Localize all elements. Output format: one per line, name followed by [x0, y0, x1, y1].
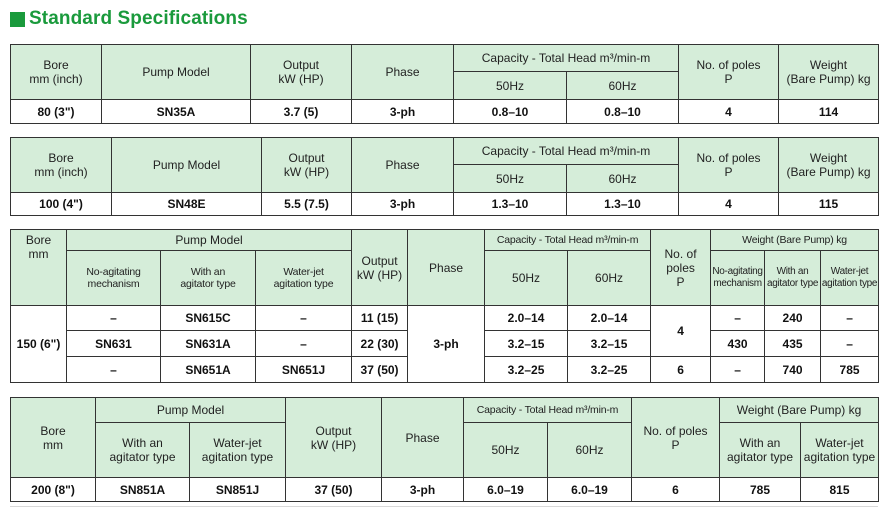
header-pump-model: Pump Model [112, 138, 262, 193]
header-60hz: 60Hz [567, 72, 679, 100]
spec-table-200 [10, 397, 879, 502]
header-poles: No. of poles P [651, 230, 711, 306]
cell-50hz: 3.2–25 [485, 357, 568, 383]
header-capacity: Capacity - Total Head m³/min-m [464, 398, 632, 423]
header-output: Output kW (HP) [251, 45, 352, 100]
cell-bore: 100 (4") [11, 193, 112, 216]
header-pump-model: Pump Model [102, 45, 251, 100]
header-poles: No. of poles P [679, 138, 779, 193]
table-row [11, 306, 879, 331]
header-with-agitator: With an agitator type [96, 423, 190, 478]
cell-60hz: 6.0–19 [548, 478, 632, 502]
header-pump-model: Pump Model [67, 230, 352, 251]
header-bore: Bore mm [11, 230, 67, 306]
table-row [11, 478, 879, 502]
header-weight-no-agitating: No-agitating mechanism [711, 251, 765, 306]
cell-model-water-jet: SN651J [256, 357, 352, 383]
cell-poles: 4 [679, 100, 779, 124]
cell-weight-no-agitating: – [711, 306, 765, 331]
header-weight: Weight (Bare Pump) kg [779, 138, 879, 193]
cell-model-with-agitator: SN631A [161, 331, 256, 357]
cell-weight-water-jet: – [821, 306, 879, 331]
divider [10, 506, 878, 507]
cell-weight-no-agitating: 430 [711, 331, 765, 357]
header-phase: Phase [382, 398, 464, 478]
spec-table-80 [10, 44, 879, 124]
cell-model-with-agitator: SN651A [161, 357, 256, 383]
header-weight-water-jet: Water-jet agitation type [801, 423, 879, 478]
header-phase: Phase [352, 45, 454, 100]
spec-table-150 [10, 229, 879, 383]
header-capacity: Capacity - Total Head m³/min-m [454, 138, 679, 165]
header-weight-with-agitator: With an agitator type [765, 251, 821, 306]
cell-output: 5.5 (7.5) [262, 193, 352, 216]
header-capacity: Capacity - Total Head m³/min-m [485, 230, 651, 251]
header-water-jet: Water-jet agitation type [190, 423, 286, 478]
cell-model: SN35A [102, 100, 251, 124]
cell-bore: 150 (6") [11, 306, 67, 383]
cell-poles: 4 [679, 193, 779, 216]
cell-50hz: 1.3–10 [454, 193, 567, 216]
header-with-agitator: With an agitator type [161, 251, 256, 306]
cell-bore: 200 (8") [11, 478, 96, 502]
cell-weight-with-agitator: 435 [765, 331, 821, 357]
cell-50hz: 3.2–15 [485, 331, 568, 357]
header-output: Output kW (HP) [262, 138, 352, 193]
header-weight: Weight (Bare Pump) kg [720, 398, 879, 423]
header-capacity: Capacity - Total Head m³/min-m [454, 45, 679, 72]
header-phase: Phase [352, 138, 454, 193]
cell-poles: 6 [632, 478, 720, 502]
table-row [11, 100, 879, 124]
header-50hz: 50Hz [485, 251, 568, 306]
cell-model-water-jet: – [256, 331, 352, 357]
cell-phase: 3-ph [408, 306, 485, 383]
header-50hz: 50Hz [464, 423, 548, 478]
header-water-jet: Water-jet agitation type [256, 251, 352, 306]
cell-weight: 115 [779, 193, 879, 216]
heading-title: Standard Specifications [29, 8, 248, 29]
header-bore: Bore mm (inch) [11, 138, 112, 193]
header-output: Output kW (HP) [352, 230, 408, 306]
header-phase: Phase [408, 230, 485, 306]
header-50hz: 50Hz [454, 72, 567, 100]
spec-table-100 [10, 137, 879, 216]
table-row [11, 193, 879, 216]
cell-50hz: 6.0–19 [464, 478, 548, 502]
cell-model-no-agitating: SN631 [67, 331, 161, 357]
cell-weight-no-agitating: – [711, 357, 765, 383]
cell-poles: 6 [651, 357, 711, 383]
cell-60hz: 0.8–10 [567, 100, 679, 124]
header-pump-model: Pump Model [96, 398, 286, 423]
cell-phase: 3-ph [352, 100, 454, 124]
header-60hz: 60Hz [548, 423, 632, 478]
header-output: Output kW (HP) [286, 398, 382, 478]
header-weight-water-jet: Water-jet agitation type [821, 251, 879, 306]
header-bore: Bore mm [11, 398, 96, 478]
cell-poles: 4 [651, 306, 711, 357]
cell-phase: 3-ph [382, 478, 464, 502]
cell-weight-with-agitator: 240 [765, 306, 821, 331]
cell-weight-with-agitator: 740 [765, 357, 821, 383]
cell-weight-water-jet: 785 [821, 357, 879, 383]
cell-50hz: 0.8–10 [454, 100, 567, 124]
cell-bore: 80 (3") [11, 100, 102, 124]
header-60hz: 60Hz [568, 251, 651, 306]
cell-phase: 3-ph [352, 193, 454, 216]
cell-model: SN48E [112, 193, 262, 216]
cell-output: 3.7 (5) [251, 100, 352, 124]
cell-model-with-agitator: SN851A [96, 478, 190, 502]
cell-model-water-jet: SN851J [190, 478, 286, 502]
header-50hz: 50Hz [454, 165, 567, 193]
cell-60hz: 2.0–14 [568, 306, 651, 331]
cell-output: 11 (15) [352, 306, 408, 331]
header-60hz: 60Hz [567, 165, 679, 193]
cell-60hz: 3.2–25 [568, 357, 651, 383]
header-weight-with-agitator: With an agitator type [720, 423, 801, 478]
cell-60hz: 3.2–15 [568, 331, 651, 357]
header-poles: No. of poles P [679, 45, 779, 100]
section-heading [10, 6, 248, 32]
cell-50hz: 2.0–14 [485, 306, 568, 331]
cell-model-no-agitating: – [67, 306, 161, 331]
cell-weight-water-jet: – [821, 331, 879, 357]
cell-weight-water-jet: 815 [801, 478, 879, 502]
cell-model-with-agitator: SN615C [161, 306, 256, 331]
header-weight: Weight (Bare Pump) kg [711, 230, 879, 251]
cell-weight: 114 [779, 100, 879, 124]
header-no-agitating: No-agitating mechanism [67, 251, 161, 306]
cell-model-water-jet: – [256, 306, 352, 331]
cell-output: 37 (50) [286, 478, 382, 502]
header-weight: Weight (Bare Pump) kg [779, 45, 879, 100]
cell-output: 22 (30) [352, 331, 408, 357]
cell-model-no-agitating: – [67, 357, 161, 383]
cell-weight-with-agitator: 785 [720, 478, 801, 502]
heading-square-icon [10, 12, 25, 27]
cell-60hz: 1.3–10 [567, 193, 679, 216]
header-poles: No. of poles P [632, 398, 720, 478]
cell-output: 37 (50) [352, 357, 408, 383]
header-bore: Bore mm (inch) [11, 45, 102, 100]
